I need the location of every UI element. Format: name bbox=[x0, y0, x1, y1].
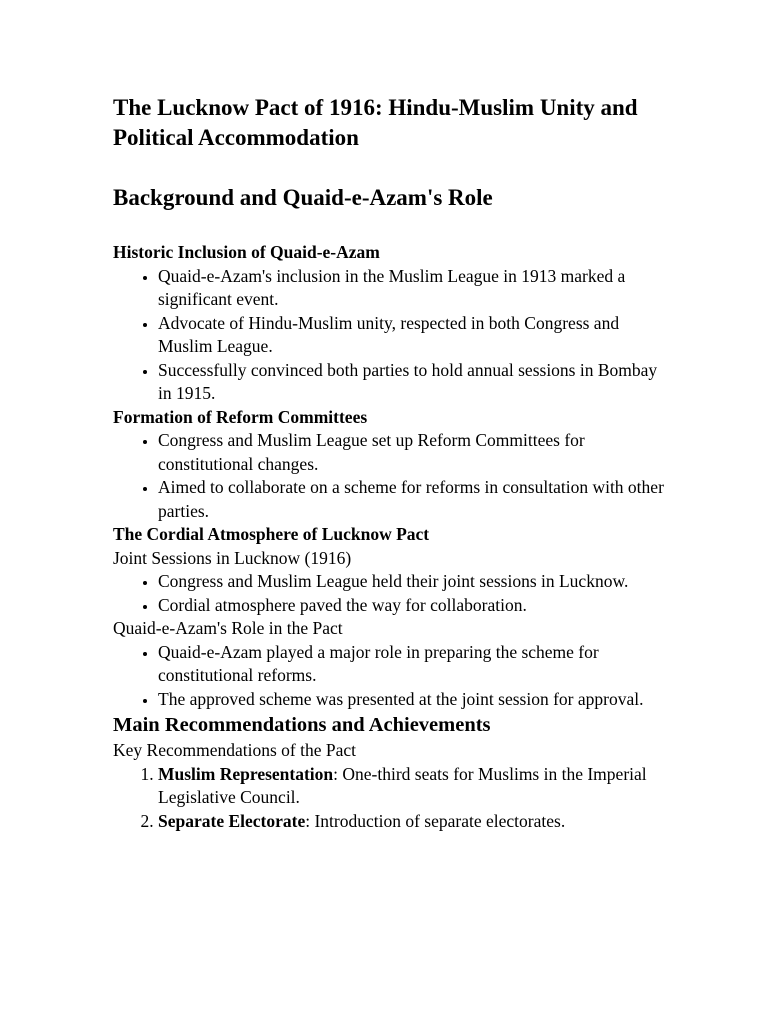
subheading-reform-committees: Formation of Reform Committees bbox=[113, 406, 368, 427]
list-item: • Aimed to collaborate on a scheme for reforms in consultation with other parties. bbox=[158, 476, 673, 523]
recommendation-text: : Introduction of separate electorates. bbox=[305, 810, 566, 831]
quaid-role-list bbox=[113, 641, 673, 712]
recommendation-text: : One-third seats for Muslims in the Imperial Legislative Council. bbox=[158, 763, 647, 807]
list-item: • Quaid-e-Azam's inclusion in the Muslim League in 1913 marked a significant event. bbox=[158, 265, 673, 312]
subsection-joint-sessions: Joint Sessions in Lucknow (1916) bbox=[113, 547, 352, 568]
document-body bbox=[113, 241, 673, 833]
recommendations-list bbox=[113, 763, 673, 834]
list-item bbox=[158, 810, 673, 834]
joint-sessions-list bbox=[113, 570, 673, 617]
recommendation-term: Muslim Representation bbox=[158, 763, 334, 784]
subheading-cordial-atmosphere: The Cordial Atmosphere of Lucknow Pact bbox=[113, 524, 430, 544]
recommendation-term: Separate Electorate bbox=[158, 810, 306, 831]
section-heading-recommendations: Main Recommendations and Achievements bbox=[113, 714, 491, 736]
list-item: • Congress and Muslim League held their joint sessions in Lucknow. bbox=[158, 570, 673, 594]
list-item: • Congress and Muslim League set up Reform Committees for constitutional changes. bbox=[158, 429, 673, 476]
list-item: • The approved scheme was presented at the joint session for approval. bbox=[158, 688, 673, 712]
list-item: • Successfully convinced both parties to hold annual sessions in Bombay in 1915. bbox=[158, 359, 673, 406]
list-item: • Quaid-e-Azam played a major role in preparing the scheme for constitutional reforms. bbox=[158, 641, 673, 688]
list-item bbox=[158, 763, 673, 810]
subsection-quaid-role: Quaid-e-Azam's Role in the Pact bbox=[113, 618, 343, 638]
section-heading-background: Background and Quaid-e-Azam's Role bbox=[113, 185, 493, 210]
subsection-key-recommendations: Key Recommendations of the Pact bbox=[113, 740, 356, 760]
list-item: • Cordial atmosphere paved the way for collaboration. bbox=[158, 594, 673, 618]
historic-inclusion-list bbox=[113, 265, 673, 406]
subheading-historic-inclusion: Historic Inclusion of Quaid-e-Azam bbox=[113, 242, 380, 262]
reform-committees-list bbox=[113, 429, 673, 523]
list-item: • Advocate of Hindu-Muslim unity, respected in both Congress and Muslim League. bbox=[158, 312, 673, 359]
document-title: The Lucknow Pact of 1916: Hindu-Muslim Unity and Political Accommodation bbox=[113, 95, 638, 150]
